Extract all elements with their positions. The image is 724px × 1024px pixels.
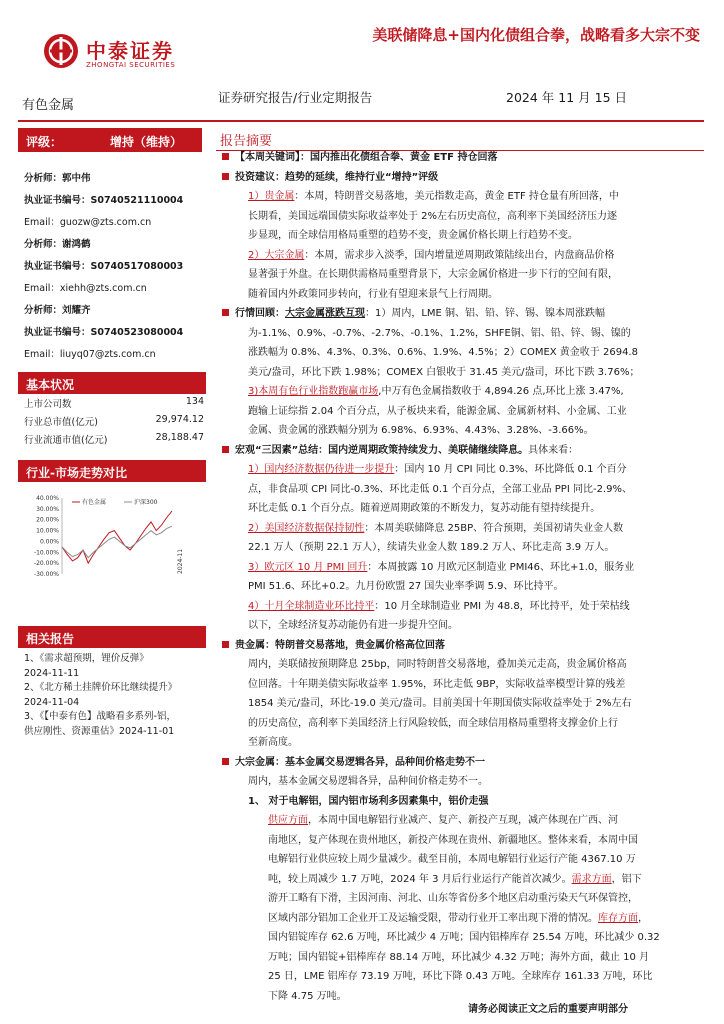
advice-line: 长期看，美国远端国债实际收益率处于 2%左右历史高位，高利率下美国经济压力逐 xyxy=(248,210,618,222)
analyst-license: 执业证书编号：S0740517080003 xyxy=(24,261,184,272)
advice-line: 2）大宗金属：本周，需求步入淡季，国内增量逆周期政策陆续出台，内盘商品价格 xyxy=(248,249,615,261)
macro-line: 环比走低 0.1 个百分点。随着逆周期政策的不断发力，复苏动能有望持续提升。 xyxy=(248,503,601,514)
market-review-line: 跑输上证综指 2.04 个百分点，从子板块来看，能源金属、金属新材料、小金属、工业 xyxy=(248,405,627,417)
stat-row xyxy=(24,432,204,446)
stat-label: 上市公司数 xyxy=(24,399,72,410)
company-logo xyxy=(44,34,194,72)
aluminum-line: 国内铝锭库存 62.6 万吨，环比减少 4 万吨；国内铝棒库存 25.54 万吨，环比减少 0.32 xyxy=(268,932,660,943)
market-review-line: 金属、贵金属的涨跌幅分别为 6.98%、6.93%、4.43%、3.28%、-3.66%。 xyxy=(248,425,594,436)
precious-line: 至新高度。 xyxy=(248,737,298,748)
footer-disclaimer: 请务必阅读正文之后的重要声明部分 xyxy=(468,1004,628,1015)
stat-label: 行业流通市值(亿元) xyxy=(24,435,108,446)
related-report-line[interactable]: 3、《【中泰有色】战略看多系列-铝， xyxy=(24,711,176,722)
analyst-email[interactable]: Email：guozw@zts.com.cn xyxy=(24,217,152,228)
y-tick-label: 40.00% xyxy=(36,495,59,502)
macro-line: 以下，全球经济复苏动能仍有进一步提升空间。 xyxy=(248,620,458,631)
aluminum-line: 电解铝行业供应较上周少量减少。截至目前，本周电解铝行业运行产能 4367.10 万 xyxy=(268,854,636,865)
advice-line: 显著强于外盘。在长期供需格局重塑背景下，大宗金属价格进一步下行的空间有限， xyxy=(248,269,618,280)
analyst-name: 分析师：郭中伟 xyxy=(24,173,91,184)
stat-row xyxy=(24,414,204,428)
summary-body xyxy=(222,148,704,1006)
trend-chart-title: 行业-市场走势对比 xyxy=(26,466,127,480)
base-metals-heading: 大宗金属：基本金属交易逻辑各异，品种间价格走势不一 xyxy=(222,753,704,773)
logo-emblem xyxy=(44,34,78,68)
bullet-icon xyxy=(222,446,229,453)
macro-line: 2）美国经济数据保持韧性：本周美联储降息 25BP、符合预期，美国初请失业金人数 xyxy=(248,522,624,534)
aluminum-line: 区域内部分铝加工企业开工及运输受限，带动行业开工率出现下滑的情况。库存方面， xyxy=(268,912,648,924)
y-tick-label: 20.00% xyxy=(36,516,59,524)
macro-line: 1）国内经济数据仍待进一步提升：国内 10 月 CPI 同比 0.3%、环比降低 0.1 个百分 xyxy=(248,464,627,475)
analyst-email[interactable]: Email：liuyq07@zts.com.cn xyxy=(24,349,156,360)
macro-line: 22.1 万人（预期 22.1 万人），续请失业金人数 189.2 万人、环比走高 3.9 万人。 xyxy=(248,542,615,553)
analyst-name: 分析师：刘耀齐 xyxy=(24,305,91,316)
x-tick-label: 2024-11 xyxy=(177,548,184,574)
related-report-date: 2024-11-04 xyxy=(24,696,80,708)
trend-chart xyxy=(22,490,188,582)
aluminum-line: 万吨；国内铝锭+铝棒库存 88.14 万吨，环比减少 4.32 万吨；海外方面，截止 10 月 xyxy=(268,951,650,963)
stat-value: 134 xyxy=(185,396,204,407)
report-date: 2024 年 11 月 15 日 xyxy=(506,90,627,105)
stat-value: 29,974.12 xyxy=(155,414,204,425)
investment-advice-heading: 投资建议：趋势的延续，维持行业“增持”评级 xyxy=(222,168,704,188)
y-tick-label: -30.00% xyxy=(33,571,59,578)
analyst-license: 执业证书编号：S0740521110004 xyxy=(24,195,184,206)
analyst-name: 分析师：谢鸿鹤 xyxy=(24,239,91,250)
trend-chart-svg xyxy=(22,490,188,582)
macro-line: 3）欧元区 10 月 PMI 回升：本周披露 10 月欧元区制造业 PMI46、环比+1.0，服务业 xyxy=(248,561,635,573)
report-type: 证券研究报告/行业定期报告 xyxy=(218,90,373,105)
bullet-icon xyxy=(222,758,229,765)
series-line xyxy=(62,511,172,563)
stat-value: 28,188.47 xyxy=(155,432,204,443)
logo-en-text: ZHONGTAI SECURITIES xyxy=(86,61,176,69)
macro-line: 点，非食品项 CPI 同比-0.3%、环比走低 0.1 个百分点，全部工业品 PPI 同比-2.9%、 xyxy=(248,483,632,495)
legend-label: 有色金属 xyxy=(82,499,107,506)
related-report-line[interactable]: 2、《北方稀土挂牌价环比继续提升》 xyxy=(24,682,178,693)
macro-summary-line: 宏观“三因素”总结：国内逆周期政策持续发力、美联储继续降息。具体来看： xyxy=(222,441,704,461)
sector-label: 有色金属 xyxy=(22,98,75,113)
macro-line: 4）十月全球制造业环比持平：10 月全球制造业 PMI 为 48.8，环比持平，处于荣枯线 xyxy=(248,600,630,612)
bullet-icon xyxy=(222,173,229,180)
analyst-email[interactable]: Email：xiehh@zts.com.cn xyxy=(24,283,147,294)
market-review-line: 为-1.1%、0.9%、-0.7%、-2.7%、-0.1%、1.2%，SHFE铜、铝、铅、锌、锡、镍的 xyxy=(248,327,631,339)
related-report-line[interactable]: 1、《需求超预期，锂价反弹》 xyxy=(24,653,149,664)
related-reports-list xyxy=(24,652,202,739)
precious-line: 周内，美联储按预期降息 25bp，同时特朗普交易落地，叠加美元走高，贵金属价格高 xyxy=(248,659,627,670)
market-review-line: 美元/盎司，环比下跌 1.98%；COMEX 白银收于 31.45 美元/盎司，环比下跌 3.76%； xyxy=(248,366,640,378)
advice-line: 1）贵金属：本周，特朗普交易落地，美元指数走高，黄金 ETF 持仓量有所回落，中 xyxy=(248,191,619,202)
aluminum-line: 25 日，LME 铝库存 73.19 万吨，环比下降 0.43 万吨。全球库存 161.33 万吨，环比 xyxy=(268,971,653,982)
bullet-icon xyxy=(222,153,229,160)
header-divider xyxy=(18,120,704,122)
rating-value: 增持（维持） xyxy=(110,135,183,149)
legend-label: 沪深300 xyxy=(134,499,158,506)
advice-line: 步显现，而全球信用格局重塑的趋势不变，贵金属价格长期上行趋势不变。 xyxy=(248,230,578,241)
market-review-line: 3)本周有色行业指数跑赢市场,中万有色金属指数收于 4,894.26 点,环比上涨 3.47%, xyxy=(248,386,624,397)
report-headline: 美联储降息+国内化债组合拳，战略看多大宗不变 xyxy=(372,26,700,44)
related-reports-title: 相关报告 xyxy=(26,632,75,646)
related-reports-header xyxy=(18,626,206,648)
bullet-icon xyxy=(222,309,229,316)
analyst-list xyxy=(24,168,204,366)
precious-line: 的历史高位，高利率下美国经济上行风险较低，而全球信用格局重塑将支撑金价上行 xyxy=(248,717,618,729)
summary-title: 报告摘要 xyxy=(220,134,273,149)
market-review-line: 行情回顾：大宗金属涨跌互现：1）周内，LME 铜、铝、铅、锌、锡、镍本周涨跌幅 xyxy=(222,304,704,324)
stat-label: 行业总市值(亿元) xyxy=(24,417,98,428)
logo-cn-text: 中泰证券 xyxy=(86,39,174,63)
aluminum-line: 南地区，复产体现在贵州地区，新投产体现在贵州、新疆地区。整体来看，本周中国 xyxy=(268,834,638,846)
base-metals-line: 周内，基本金属交易逻辑各异，品种间价格走势不一。 xyxy=(248,776,488,787)
rating-bar xyxy=(18,128,202,152)
aluminum-line: 游开工略有下滑，主因河南、河北、山东等省份多个地区启动重污染天气环保管控， xyxy=(268,893,638,904)
y-tick-label: 0.00% xyxy=(39,538,59,546)
trend-chart-header xyxy=(18,460,206,482)
aluminum-line: 吨，较上周减少 1.7 万吨，2024 年 3 月后行业运行产能首次减少。需求方面，铝下 xyxy=(268,873,642,885)
aluminum-line: 供应方面，本周中国电解铝行业减产、复产、新投产互现，减产体现在广西、河 xyxy=(268,815,618,826)
keywords-para: 【本周关键词】：国内推出化债组合拳、黄金 ETF 持仓回落 xyxy=(222,148,704,168)
related-report-line[interactable]: 供应刚性、资源重估》2024-11-01 xyxy=(24,725,175,737)
precious-metals-heading: 贵金属：特朗普交易落地，贵金属价格高位回落 xyxy=(222,636,704,656)
market-review-line: 涨跌幅为 0.8%、4.3%、0.3%、0.6%、1.9%、4.5%；2）COMEX 黄金收于 2694.8 xyxy=(248,347,638,358)
related-report-date: 2024-11-11 xyxy=(24,667,80,679)
rating-label: 评级： xyxy=(26,135,63,149)
y-tick-label: 30.00% xyxy=(36,505,59,513)
precious-line: 1854 美元/盎司，环比-19.0 美元/盎司。目前美国十年期国债实际收益率处于 2%左右 xyxy=(248,698,632,709)
y-tick-label: -20.00% xyxy=(33,560,59,568)
advice-line: 随着国内外政策同步转向，行业有望迎来景气上行周期。 xyxy=(248,288,498,300)
macro-line: PMI 51.6、环比+0.2。九月份欧盟 27 国失业率季调 5.9、环比持平。 xyxy=(248,581,564,592)
y-tick-label: 10.00% xyxy=(36,527,59,535)
aluminum-heading: 1、 对于电解铝，国内铝市场利多因素集中，铝价走强 xyxy=(248,795,489,807)
bullet-icon xyxy=(222,641,229,648)
aluminum-line: 下降 4.75 万吨。 xyxy=(268,990,347,1002)
series-line xyxy=(62,526,172,558)
basic-status-title: 基本状况 xyxy=(26,378,75,392)
y-tick-label: -10.00% xyxy=(33,549,59,557)
stat-row xyxy=(24,396,204,410)
basic-status-header xyxy=(18,372,206,394)
precious-line: 位回落。十年期美债实际收益率 1.95%，环比走低 9BP，实际收益率模型计算的残差 xyxy=(248,678,626,690)
analyst-license: 执业证书编号：S0740523080004 xyxy=(24,327,184,338)
